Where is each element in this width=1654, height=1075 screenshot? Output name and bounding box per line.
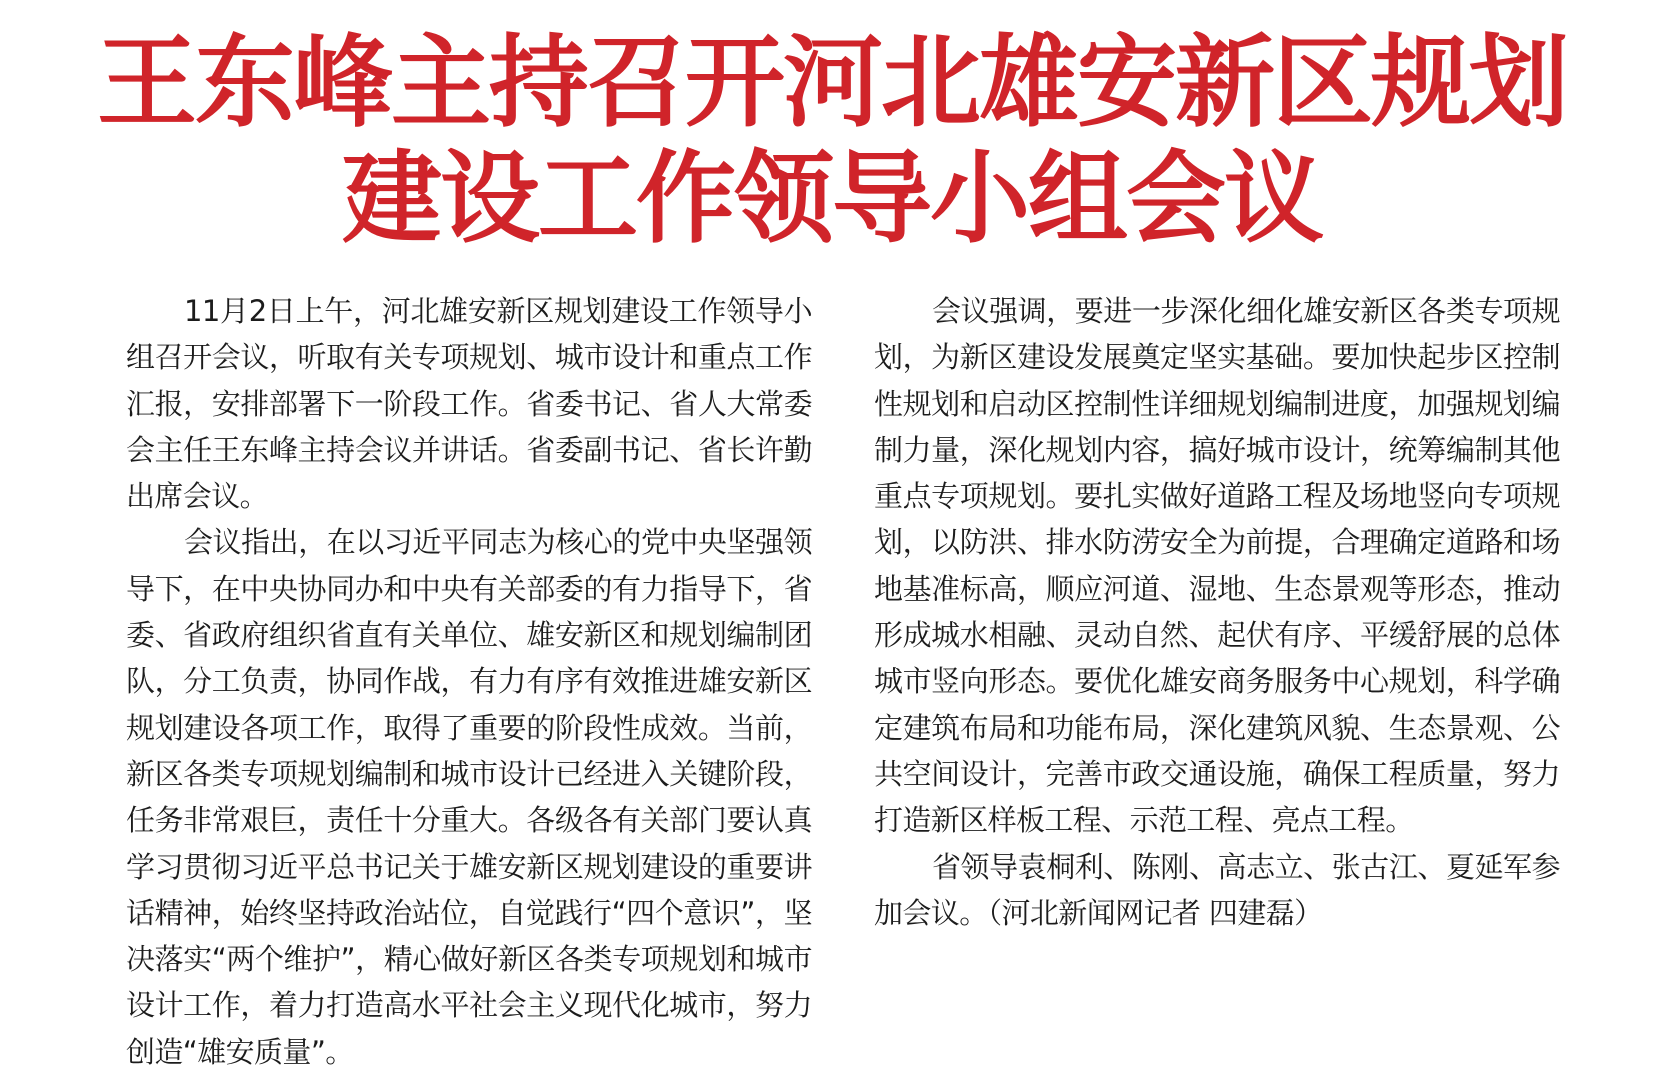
headline-line-1: 王东峰主持召开河北雄安新区规划 (97, 23, 1567, 141)
headline-line-2: 建设工作领导小组会议 (342, 139, 1322, 257)
article-headline (0, 24, 1654, 256)
paragraph-meeting-points: 会议指出，在以习近平同志为核心的党中央坚强领导下，在中央协同办和中央有关部委的有力指导下，省委、省政府组织省直有关单位、雄安新区和规划编制团队，分工负责，协同作战，有力有序有效推进雄安新区规划建设各项工作，取得了重要的阶段性成效。当前，新区各类专项规划编制和城市设计已经进入关键阶段，任务非常艰巨，责任十分重大。各级各有关部门要认真学习贯彻习近平总书记关于雄安新区规划建设的重要讲话精神，始终坚持政治站位，自觉践行“四个意识”，坚决落实“两个维护”，精心做好新区各类专项规划和城市设计工作，着力打造高水平社会主义现代化城市，努力创造“雄安质量”。 (126, 525, 812, 1069)
left-column (126, 288, 812, 1075)
paragraph-meeting-emphasis: 会议强调，要进一步深化细化雄安新区各类专项规划，为新区建设发展奠定坚实基础。要加快起步区控制性规划和启动区控制性详细规划编制进度，加强规划编制力量，深化规划内容，搞好城市设计，统筹编制其他重点专项规划。要扎实做好道路工程及场地竖向专项规划，以防洪、排水防涝安全为前提，合理确定道路和场地基准标高，顺应河道、湿地、生态景观等形态，推动形成城水相融、灵动自然、起伏有序、平缓舒展的总体城市竖向形态。要优化雄安商务服务中心规划，科学确定建筑布局和功能布局，深化建筑风貌、生态景观、公共空间设计，完善市政交通设施，确保工程质量，努力打造新区样板工程、示范工程、亮点工程。 (874, 294, 1560, 838)
paragraph-attendees-byline: 省领导袁桐利、陈刚、高志立、张古江、夏延军参加会议。（河北新闻网记者 四建磊） (874, 849, 1560, 930)
right-column (874, 288, 1560, 936)
paragraph-meeting-intro: 11月2日上午，河北雄安新区规划建设工作领导小组召开会议，听取有关专项规划、城市设计和重点工作汇报，安排部署下一阶段工作。省委书记、省人大常委会主任王东峰主持会议并讲话。省委副书记、省长许勤出席会议。 (126, 294, 812, 514)
